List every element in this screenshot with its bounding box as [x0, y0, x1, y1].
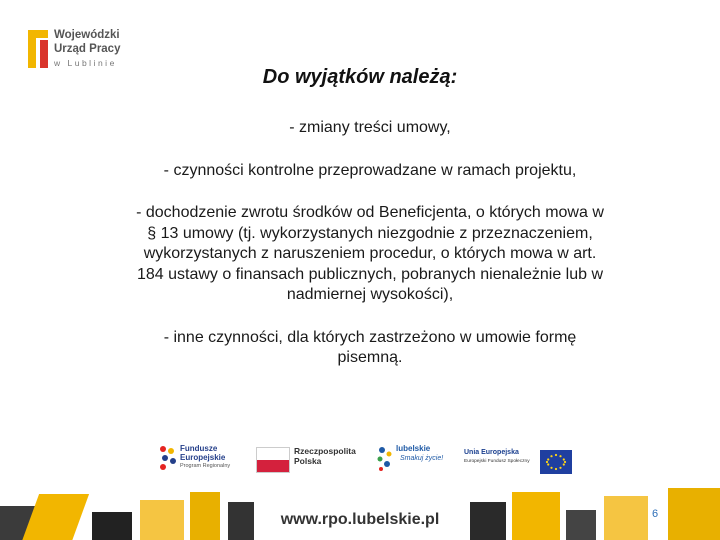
funds-text: [180, 444, 230, 471]
list-item: - dochodzenie zwrotu środków od Beneficjenta, o których mowa w § 13 umowy (tj. wykorzystanych niezgodnie z przeznaczeniem, wykorzystanych z naruszeniem procedur, o których mowa w art. 184 ustawy o finansach publicznych, pobranych nienależnie lub w nadmiernej wysokości),: [136, 204, 604, 303]
wup-logo-mark: [28, 30, 50, 68]
funds-sub: Program Regionalny: [180, 463, 231, 469]
list-item: - czynności kontrolne przeprowadzane w ramach projektu,: [163, 161, 577, 179]
org-line-2: Urząd Pracy: [54, 43, 121, 55]
pl-line-2: Polska: [294, 456, 322, 466]
org-line-1: Wojewódzki: [54, 29, 120, 41]
pl-line-1: Rzeczpospolita: [294, 446, 356, 456]
lubelskie-logo: [374, 442, 444, 476]
european-funds-logo: [158, 440, 248, 482]
pl-text: [294, 446, 356, 466]
eu-line-1: Unia Europejska: [464, 449, 519, 456]
eu-flag-icon: [540, 450, 572, 474]
eu-logo: [464, 442, 574, 476]
list-item: - zmiany treści umowy,: [289, 119, 451, 136]
lub-line-2: Smakuj życie!: [400, 455, 444, 462]
funds-line-1: Fundusze: [180, 444, 218, 453]
page-number: 6: [652, 508, 659, 520]
wup-logo-text: [54, 28, 120, 70]
star-icon: [158, 446, 178, 472]
slide-title: Do wyjątków należą:: [262, 66, 458, 88]
polish-flag-icon: [256, 447, 290, 473]
list-item: - inne czynności, dla których zastrzeżono w umowie formę pisemną.: [163, 328, 577, 366]
funding-logos-strip: [136, 432, 586, 488]
org-line-3: w Lublinie: [54, 58, 117, 68]
rzeczpospolita-logo: [256, 444, 376, 474]
funds-line-2: Europejskie: [180, 453, 226, 462]
eu-text: [464, 448, 530, 466]
lub-line-1: lubelskie: [396, 444, 431, 453]
footer-url[interactable]: www.rpo.lubelskie.pl: [280, 511, 440, 528]
lubelskie-icon: [374, 444, 396, 474]
eu-sub: Europejski Fundusz Społeczny: [464, 459, 530, 464]
slide-content: [130, 118, 610, 391]
